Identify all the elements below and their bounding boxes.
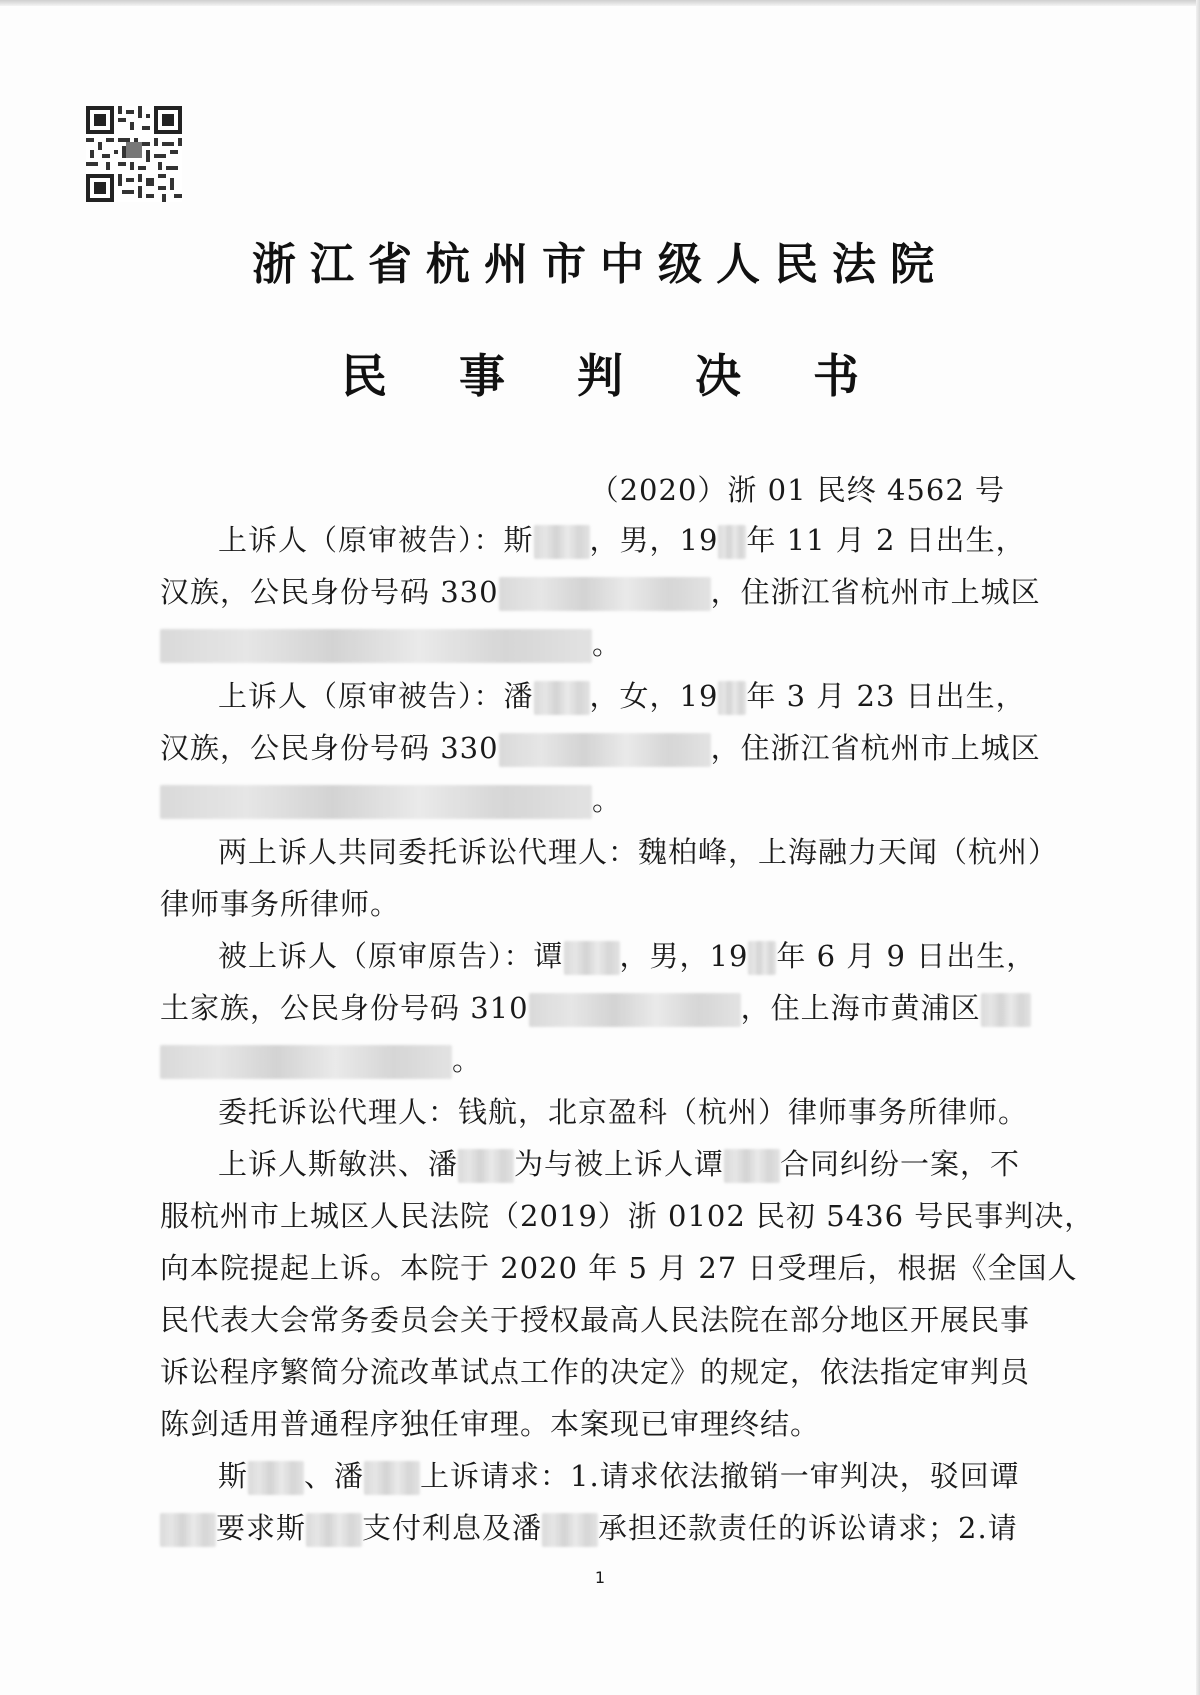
redaction-block bbox=[458, 1149, 514, 1183]
text-segment: 年 6 月 9 日出生， bbox=[776, 939, 1037, 973]
text-segment: 上诉请求：1.请求依法撤销一审判决，驳回谭 bbox=[420, 1459, 1020, 1493]
redaction-block bbox=[534, 525, 590, 559]
text-segment: 上诉人斯敏洪、潘 bbox=[218, 1147, 459, 1181]
page-number: 1 bbox=[594, 1568, 606, 1587]
redaction-block bbox=[718, 525, 746, 559]
text-segment: 上诉人（原审被告）：斯 bbox=[218, 523, 534, 557]
qr-code-icon bbox=[86, 106, 182, 202]
text-segment: ，住上海市黄浦区 bbox=[740, 991, 981, 1025]
redaction-block bbox=[724, 1149, 780, 1183]
redaction-block bbox=[981, 993, 1031, 1027]
appellant-1-id-line bbox=[160, 572, 1041, 612]
body-line-1 bbox=[218, 1144, 1020, 1184]
redaction-block bbox=[499, 733, 711, 767]
text-segment: 汉族，公民身份号码 330 bbox=[160, 731, 499, 765]
body-line-3: 向本院提起上诉。本院于 2020 年 5 月 27 日受理后，根据《全国人 bbox=[160, 1251, 1078, 1285]
redaction-block bbox=[748, 941, 776, 975]
appellee-address-line bbox=[160, 1040, 482, 1080]
body-line-5: 诉讼程序繁简分流改革试点工作的决定》的规定，依法指定审判员 bbox=[160, 1355, 1031, 1389]
text-segment: 承担还款责任的诉讼请求；2.请 bbox=[598, 1511, 1018, 1545]
redaction-block bbox=[248, 1461, 304, 1495]
body-line-4: 民代表大会常务委员会关于授权最高人民法院在部分地区开展民事 bbox=[160, 1303, 1031, 1337]
text-segment: 被上诉人（原审原告）：谭 bbox=[218, 939, 564, 973]
redaction-block bbox=[718, 681, 746, 715]
text-segment: 支付利息及潘 bbox=[362, 1511, 543, 1545]
appellee-id-line bbox=[160, 988, 1031, 1028]
text-segment: 斯 bbox=[218, 1459, 249, 1493]
redaction-block bbox=[564, 941, 620, 975]
text-segment: 上诉人（原审被告）：潘 bbox=[218, 679, 534, 713]
text-segment: 汉族，公民身份号码 330 bbox=[160, 575, 499, 609]
appellant-1-address-line bbox=[160, 624, 622, 664]
text-segment: 合同纠纷一案，不 bbox=[780, 1147, 1021, 1181]
body-line-6: 陈剑适用普通程序独任审理。本案现已审理终结。 bbox=[160, 1407, 821, 1441]
appellant-1-line bbox=[218, 520, 1026, 560]
appellee-agent-line: 委托诉讼代理人：钱航，北京盈科（杭州）律师事务所律师。 bbox=[218, 1095, 1029, 1129]
redaction-block bbox=[542, 1513, 598, 1547]
appellant-2-line bbox=[218, 676, 1026, 716]
appellant-2-id-line bbox=[160, 728, 1041, 768]
text-segment: 、潘 bbox=[304, 1459, 365, 1493]
text-segment: ，男，19 bbox=[589, 523, 719, 557]
page-top-edge bbox=[0, 0, 1200, 6]
text-segment: 年 11 月 2 日出生， bbox=[746, 523, 1026, 557]
text-segment: 年 3 月 23 日出生， bbox=[746, 679, 1026, 713]
text-segment: 为与被上诉人谭 bbox=[514, 1147, 725, 1181]
redaction-block bbox=[364, 1461, 420, 1495]
redaction-block bbox=[160, 785, 592, 819]
text-segment: ，女，19 bbox=[589, 679, 719, 713]
text-segment: 。 bbox=[452, 1043, 483, 1077]
appellee-line bbox=[218, 936, 1036, 976]
redaction-block bbox=[499, 577, 711, 611]
text-segment: ，男，19 bbox=[619, 939, 749, 973]
claims-line-2 bbox=[160, 1508, 1018, 1548]
claims-line-1 bbox=[218, 1456, 1020, 1496]
redaction-block bbox=[160, 1045, 452, 1079]
redaction-block bbox=[160, 1513, 216, 1547]
appellants-agent-firm-line: 律师事务所律师。 bbox=[160, 887, 401, 921]
text-segment: ，住浙江省杭州市上城区 bbox=[710, 731, 1041, 765]
text-segment: 要求斯 bbox=[216, 1511, 307, 1545]
redaction-block bbox=[160, 629, 592, 663]
document-type-title: 民事判决书 bbox=[341, 349, 931, 403]
text-segment: 土家族，公民身份号码 310 bbox=[160, 991, 529, 1025]
redaction-block bbox=[306, 1513, 362, 1547]
appellant-2-address-line bbox=[160, 780, 622, 820]
text-segment: 。 bbox=[592, 783, 623, 817]
redaction-block bbox=[534, 681, 590, 715]
text-segment: 。 bbox=[592, 627, 623, 661]
court-name: 浙江省杭州市中级人民法院 bbox=[252, 239, 948, 290]
redaction-block bbox=[529, 993, 741, 1027]
appellants-agent-line: 两上诉人共同委托诉讼代理人：魏柏峰，上海融力天闻（杭州） bbox=[218, 835, 1059, 869]
text-segment: ，住浙江省杭州市上城区 bbox=[710, 575, 1041, 609]
case-number: （2020）浙 01 民终 4562 号 bbox=[589, 473, 1005, 507]
body-line-2: 服杭州市上城区人民法院（2019）浙 0102 民初 5436 号民事判决， bbox=[160, 1199, 1095, 1233]
